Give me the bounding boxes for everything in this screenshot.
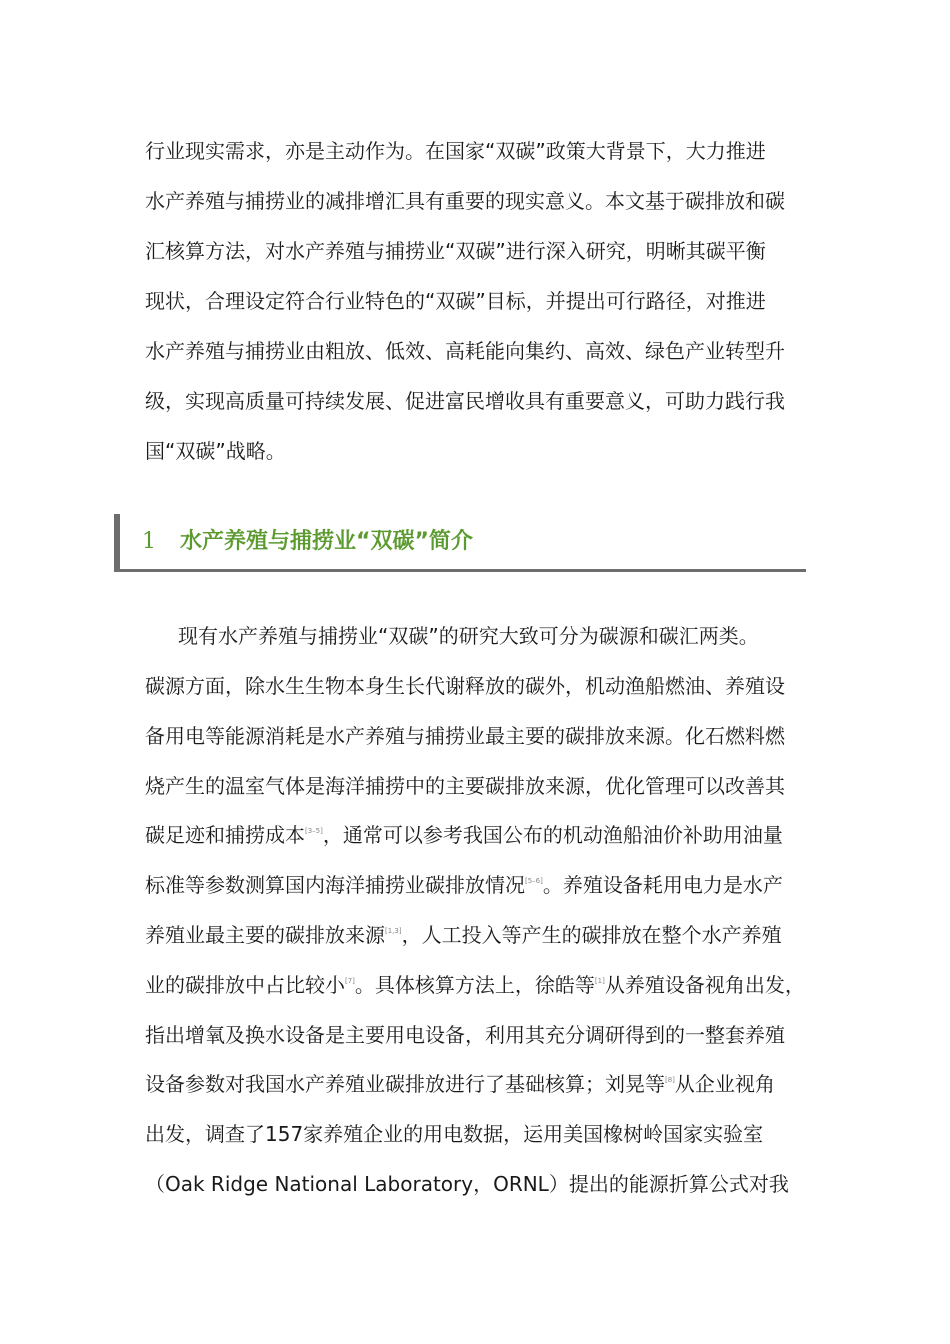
- paragraph-line: [145, 870, 825, 900]
- line-text: 设备参数对我国水产养殖业碳排放进行了基础核算；刘晃等: [145, 1072, 665, 1096]
- paragraph-line: [145, 1069, 825, 1099]
- paragraph-line: 级，实现高质量可持续发展、促进富民增收具有重要意义，可助力践行我: [145, 389, 785, 413]
- section-heading: [114, 514, 806, 572]
- citation-ref: [7]: [345, 977, 355, 985]
- citation-ref: [5–6]: [525, 877, 543, 885]
- line-text: ，人工投入等产生的碳排放在整个水产养殖: [401, 923, 782, 947]
- paragraph-line: 国“双碳”战略。: [145, 439, 286, 463]
- line-text: 标准等参数测算国内海洋捕捞业碳排放情况: [145, 873, 525, 897]
- paragraph-line: 碳源方面，除水生生物本身生长代谢释放的碳外，机动渔船燃油、养殖设: [145, 674, 785, 698]
- section-heading-rule: [114, 569, 806, 572]
- line-text: 。养殖设备耗用电力是水产: [542, 873, 783, 897]
- line-text: 碳足迹和捕捞成本: [145, 823, 305, 847]
- paragraph-line: 水产养殖与捕捞业的减排增汇具有重要的现实意义。本文基于碳排放和碳: [145, 189, 785, 213]
- citation-ref: [1]: [594, 977, 605, 985]
- section-title: 水产养殖与捕捞业“双碳”简介: [180, 529, 473, 554]
- paragraph-line: [145, 820, 825, 850]
- paragraph-line: [145, 970, 825, 1000]
- paragraph-line: 烧产生的温室气体是海洋捕捞中的主要碳排放来源，优化管理可以改善其: [145, 774, 785, 798]
- line-text: 从养殖设备视角出发，: [604, 973, 805, 997]
- paragraph-line: （Oak Ridge National Laboratory，ORNL）提出的能源折算公式对我: [145, 1172, 789, 1196]
- citation-ref: [3–5]: [305, 827, 323, 835]
- line-text: 。具体核算方法上，徐皓等: [354, 973, 595, 997]
- paragraph-line: 水产养殖与捕捞业由粗放、低效、高耗能向集约、高效、绿色产业转型升: [145, 339, 785, 363]
- section-number: 1: [142, 529, 156, 554]
- line-text: 从企业视角: [674, 1072, 775, 1096]
- line-text: 养殖业最主要的碳排放来源: [145, 923, 385, 947]
- line-text: 业的碳排放中占比较小: [145, 973, 345, 997]
- paragraph-line: 备用电等能源消耗是水产养殖与捕捞业最主要的碳排放来源。化石燃料燃: [145, 724, 785, 748]
- paragraph-line: 出发，调查了157家养殖企业的用电数据，运用美国橡树岭国家实验室: [145, 1122, 764, 1146]
- paragraph-line: 行业现实需求，亦是主动作为。在国家“双碳”政策大背景下，大力推进: [145, 139, 766, 163]
- line-text: ，通常可以参考我国公布的机动渔船油价补助用油量: [322, 823, 783, 847]
- citation-ref: [8]: [665, 1076, 675, 1084]
- paragraph-line: 指出增氧及换水设备是主要用电设备，利用其充分调研得到的一整套养殖: [145, 1023, 785, 1047]
- paragraph-line: 现有水产养殖与捕捞业“双碳”的研究大致可分为碳源和碳汇两类。: [178, 624, 759, 648]
- paragraph-line: [145, 920, 825, 950]
- paragraph-line: 现状，合理设定符合行业特色的“双碳”目标，并提出可行路径，对推进: [145, 289, 766, 313]
- paragraph-line: 汇核算方法，对水产养殖与捕捞业“双碳”进行深入研究，明晰其碳平衡: [145, 239, 766, 263]
- section-heading-bar: [114, 514, 120, 572]
- citation-ref: [1,3]: [385, 927, 402, 935]
